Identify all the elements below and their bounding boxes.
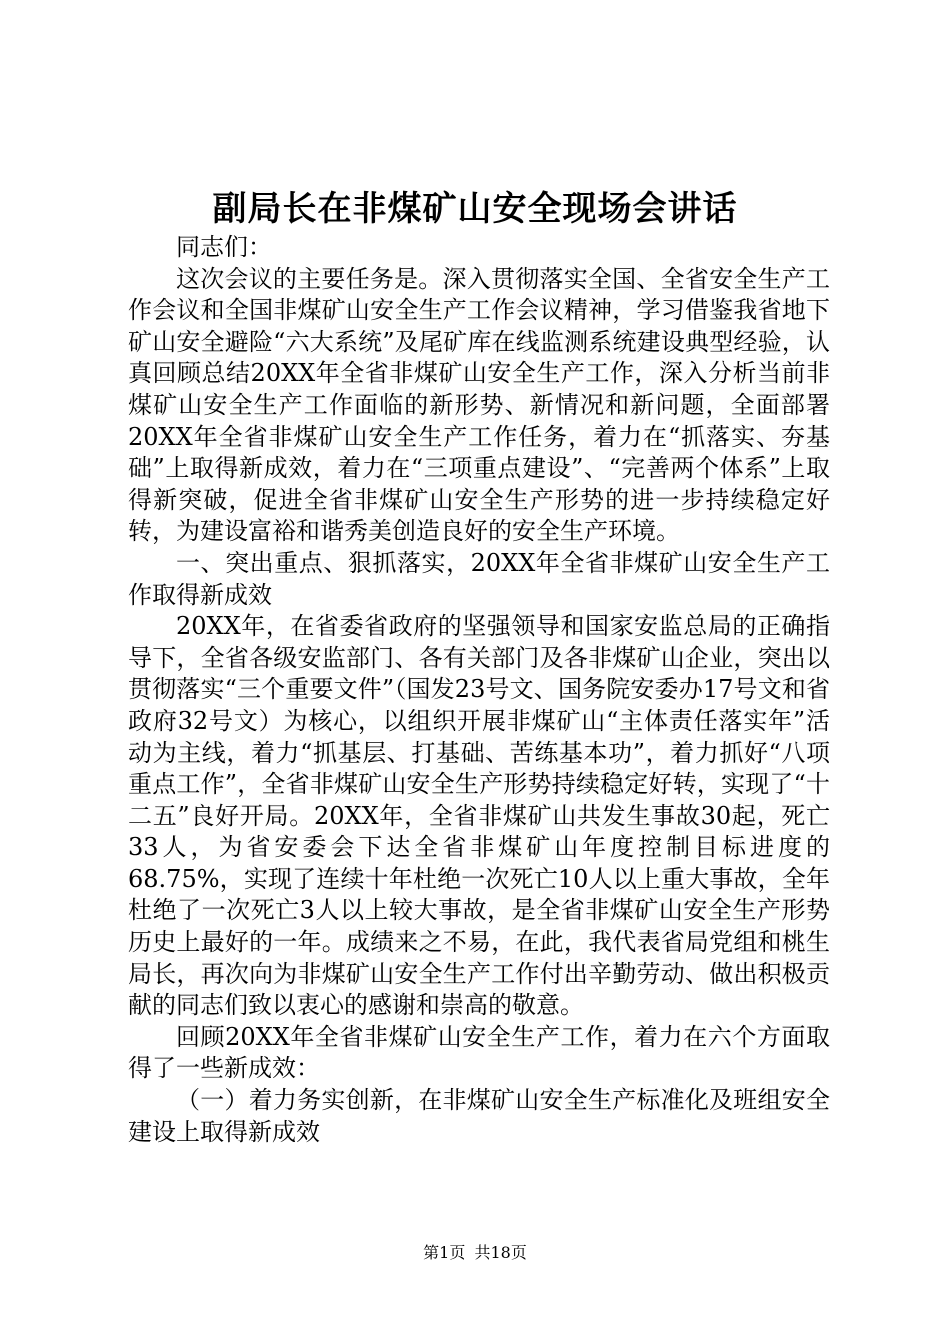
document-body (128, 232, 830, 1148)
paragraph-achievements: 20XX年，在省委省政府的坚强领导和国家安监总局的正确指导下，全省各级安监部门、各有关部门及各非煤矿山企业，突出以贯彻落实“三个重要文件”（国发23号文、国务院安委办17号文和省政府32号文）为核心，以组织开展非煤矿山“主体责任落实年”活动为主线，着力“抓基层、打基础、苦练基本功”，着力抓好“八项重点工作”，全省非煤矿山安全生产形势持续稳定好转，实现了“十二五”良好开局。20XX年，全省非煤矿山共发生事故30起，死亡33人，为省安委会下达全省非煤矿山年度控制目标进度的68.75%，实现了连续十年杜绝一次死亡10人以上重大事故，全年杜绝了一次死亡3人以上较大事故，是全省非煤矿山安全生产形势历史上最好的一年。成绩来之不易，在此，我代表省局党组和桃生局长，再次向为非煤矿山安全生产工作付出辛勤劳动、做出积极贡献的同志们致以衷心的感谢和崇高的敬意。 (128, 612, 830, 1020)
subsection-heading-1: （一）着力务实创新，在非煤矿山安全生产标准化及班组安全建设上取得新成效 (128, 1086, 830, 1146)
section-heading-1: 一、突出重点、狠抓落实，20XX年全省非煤矿山安全生产工作取得新成效 (128, 548, 830, 609)
paragraph-review: 回顾20XX年全省非煤矿山安全生产工作，着力在六个方面取得了一些新成效： (128, 1022, 830, 1083)
paragraph-intro: 这次会议的主要任务是。深入贯彻落实全国、全省安全生产工作会议和全国非煤矿山安全生产工作会议精神，学习借鉴我省地下矿山安全避险“六大系统”及尾矿库在线监测系统建设典型经验，认真回顾总结20XX年全省非煤矿山安全生产工作，深入分析当前非煤矿山安全生产工作面临的新形势、新情况和新问题，全面部署20XX年全省非煤矿山安全生产工作任务，着力在“抓落实、夯基础”上取得新成效，着力在“三项重点建设”、“完善两个体系”上取得新突破，促进全省非煤矿山安全生产形势的进一步持续稳定好转，为建设富裕和谐秀美创造良好的安全生产环境。 (128, 264, 830, 546)
total-pages: 共18页 (474, 1243, 527, 1262)
page-footer (0, 1243, 950, 1263)
document-title: 副局长在非煤矿山安全现场会讲话 (212, 189, 738, 229)
page-number: 第1页 (423, 1243, 466, 1262)
salutation: 同志们： (176, 233, 272, 261)
